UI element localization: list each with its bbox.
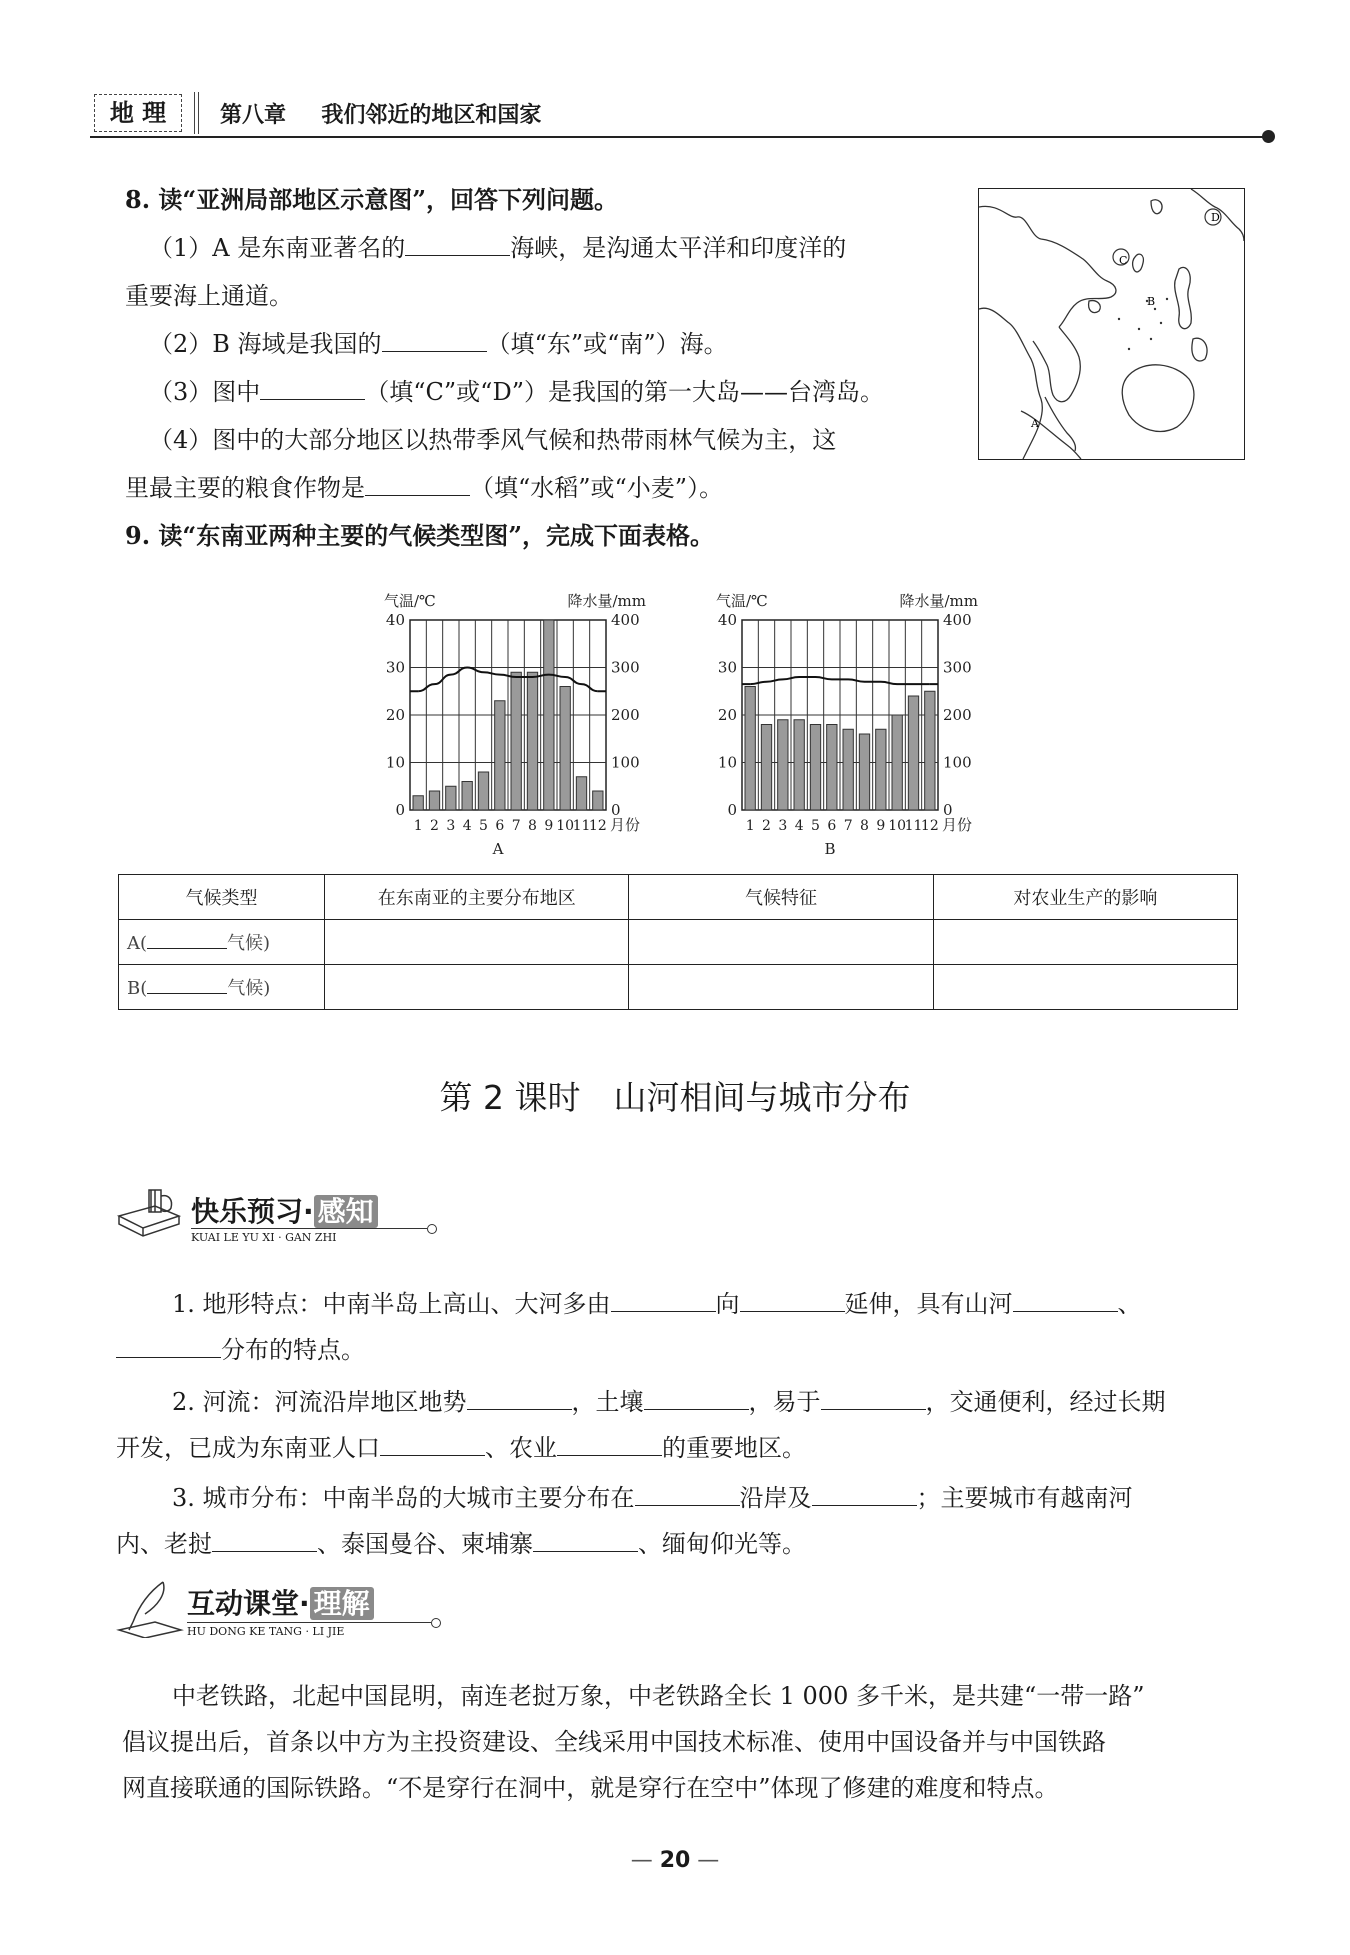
- map-label-d: D: [1211, 211, 1220, 224]
- x-tick-label: 11: [904, 818, 923, 834]
- map-label-c: C: [1119, 254, 1128, 267]
- precip-bar: [778, 720, 788, 810]
- precip-bar: [560, 687, 570, 811]
- x-tick-label: 3: [446, 818, 456, 834]
- table-cell-type-a: A( 气候): [119, 920, 325, 965]
- lesson-title: 第 2 课时 山河相间与城市分布: [439, 1078, 911, 1117]
- right-tick-label: 0: [611, 801, 621, 819]
- precip-bar: [876, 729, 886, 810]
- map-label-b: B: [1147, 295, 1156, 308]
- preview-item-2-cont: 开发，已成为东南亚人口 、农业 的重要地区。: [116, 1428, 806, 1463]
- q8-part2: （2）B 海域是我国的 （填“东”或“南”）海。: [149, 324, 728, 359]
- classroom-passage: [122, 1676, 1252, 1826]
- table-cell-answer[interactable]: [325, 920, 629, 965]
- precip-bar: [544, 620, 554, 810]
- x-tick-label: 12: [588, 818, 607, 834]
- quill-icon: [115, 1580, 185, 1638]
- left-tick-label: 0: [395, 801, 405, 819]
- header: [90, 92, 1280, 138]
- precip-bar: [413, 796, 423, 810]
- left-tick-label: 20: [717, 706, 737, 724]
- x-tick-label: 3: [778, 818, 788, 834]
- q8-part3: （3）图中 （填“C”或“D”）是我国的第一大岛——台湾岛。: [149, 372, 884, 407]
- table-cell-type-b: B( 气候): [119, 965, 325, 1010]
- precip-bar: [478, 772, 488, 810]
- preview-item-1: 1. 地形特点：中南半岛上高山、大河多由 向 延伸，具有山河 、: [172, 1284, 1142, 1319]
- x-axis-label: 月份: [942, 816, 973, 834]
- right-tick-label: 400: [943, 611, 972, 629]
- answer-blank[interactable]: [380, 1431, 485, 1456]
- answer-blank[interactable]: [260, 375, 365, 400]
- precip-bar: [892, 715, 902, 810]
- answer-blank[interactable]: [821, 1385, 926, 1410]
- precip-bar: [810, 725, 820, 811]
- right-tick-label: 0: [943, 801, 953, 819]
- table-cell-answer[interactable]: [629, 920, 933, 965]
- left-axis-label: 气温/℃: [716, 592, 768, 610]
- x-tick-label: 10: [888, 818, 907, 834]
- x-tick-label: 1: [745, 818, 755, 834]
- table-cell-answer[interactable]: [933, 965, 1237, 1010]
- precip-bar: [859, 734, 869, 810]
- climate-chart-b: [712, 584, 1002, 864]
- answer-blank[interactable]: [212, 1527, 317, 1552]
- left-tick-label: 10: [385, 753, 405, 772]
- q8-part1-cont: 重要海上通道。: [125, 282, 293, 310]
- answer-blank[interactable]: [147, 930, 227, 949]
- preview-item-1-cont: 分布的特点。: [116, 1330, 365, 1365]
- x-tick-label: 11: [572, 818, 591, 834]
- right-tick-label: 200: [943, 706, 972, 724]
- subject-label: 地 理: [109, 99, 167, 127]
- climate-chart-a: [380, 584, 670, 864]
- chart-title: A: [492, 840, 504, 858]
- q8-part1: （1）A 是东南亚著名的 海峡，是沟通太平洋和印度洋的: [149, 228, 846, 263]
- x-tick-label: 4: [462, 818, 472, 834]
- precip-bar: [576, 777, 586, 810]
- x-tick-label: 7: [843, 818, 853, 834]
- left-tick-label: 20: [385, 706, 405, 724]
- preview-banner-title: 快乐预习· 感知: [191, 1190, 378, 1230]
- answer-blank[interactable]: [1013, 1287, 1118, 1312]
- x-tick-label: 10: [556, 818, 575, 834]
- preview-items: [116, 1284, 1246, 1584]
- table-row: [119, 920, 1238, 965]
- answer-blank[interactable]: [382, 327, 487, 352]
- x-tick-label: 9: [876, 818, 886, 834]
- table-header-cell: 气候特征: [629, 875, 933, 920]
- q9-title: 9. 读“东南亚两种主要的气候类型图”，完成下面表格。: [125, 521, 715, 550]
- preview-banner-tag: 感知: [314, 1195, 378, 1228]
- classroom-banner: [115, 1580, 445, 1640]
- right-tick-label: 300: [611, 658, 640, 677]
- left-tick-label: 30: [717, 658, 737, 677]
- q8-title: 8. 读“亚洲局部地区示意图”，回答下列问题。: [125, 185, 619, 214]
- table-header-row: [119, 875, 1238, 920]
- left-tick-label: 0: [727, 801, 737, 819]
- x-tick-label: 5: [479, 818, 488, 834]
- precip-bar: [908, 696, 918, 810]
- answer-blank[interactable]: [644, 1385, 749, 1410]
- asia-map: [978, 188, 1245, 460]
- answer-blank[interactable]: [635, 1481, 740, 1506]
- precip-bar: [495, 701, 505, 810]
- banner-end-circle-icon: [431, 1618, 441, 1628]
- classroom-banner-tag: 理解: [310, 1587, 374, 1620]
- x-axis-label: 月份: [610, 816, 641, 834]
- table-header-cell: 气候类型: [119, 875, 325, 920]
- table-cell-answer[interactable]: [933, 920, 1237, 965]
- subject-box: [94, 94, 182, 132]
- books-icon: [115, 1186, 185, 1242]
- map-label-a: A: [1031, 417, 1039, 430]
- preview-banner: [115, 1186, 445, 1246]
- x-tick-label: 1: [413, 818, 423, 834]
- question-8: [125, 180, 965, 510]
- precip-bar: [925, 691, 935, 810]
- answer-blank[interactable]: [812, 1481, 917, 1506]
- page-number: — 20 —: [630, 1848, 720, 1873]
- classroom-banner-pinyin: HU DONG KE TANG · LI JIE: [187, 1622, 431, 1638]
- passage-line: 网直接联通的国际铁路。“不是穿行在洞中，就是穿行在空中”体现了修建的难度和特点。: [122, 1774, 1059, 1802]
- right-tick-label: 200: [611, 706, 640, 724]
- x-tick-label: 8: [860, 818, 869, 834]
- left-tick-label: 10: [717, 753, 737, 772]
- climate-table: [118, 874, 1238, 1010]
- header-dot-icon: [1262, 130, 1275, 143]
- table-header-cell: 对农业生产的影响: [933, 875, 1237, 920]
- answer-blank[interactable]: [147, 975, 227, 994]
- precip-bar: [745, 687, 755, 811]
- answer-blank[interactable]: [557, 1431, 662, 1456]
- precip-bar: [511, 672, 521, 810]
- x-tick-label: 2: [762, 818, 771, 834]
- x-tick-label: 4: [794, 818, 804, 834]
- x-tick-label: 8: [528, 818, 537, 834]
- passage-line: 中老铁路，北起中国昆明，南连老挝万象，中老铁路全长 1 000 多千米，是共建“一带一路”: [172, 1682, 1145, 1710]
- answer-blank[interactable]: [405, 231, 510, 256]
- right-tick-label: 300: [943, 658, 972, 677]
- table-cell-answer[interactable]: [629, 965, 933, 1010]
- precip-bar: [761, 725, 771, 811]
- classroom-banner-title: 互动课堂· 理解: [187, 1582, 374, 1622]
- header-separator: [194, 92, 199, 134]
- precip-bar: [827, 725, 837, 811]
- precip-bar: [527, 672, 537, 810]
- table-row: [119, 965, 1238, 1010]
- answer-blank[interactable]: [467, 1385, 572, 1410]
- x-tick-label: 9: [544, 818, 554, 834]
- table-header-cell: 在东南亚的主要分布地区: [325, 875, 629, 920]
- preview-banner-pinyin: KUAI LE YU XI · GAN ZHI: [191, 1228, 427, 1244]
- chapter-heading: [220, 98, 541, 129]
- answer-blank[interactable]: [116, 1333, 221, 1358]
- right-tick-label: 400: [611, 611, 640, 629]
- passage-line: 倡议提出后，首条以中方为主投资建设、全线采用中国技术标准、使用中国设备并与中国铁路: [122, 1728, 1106, 1756]
- answer-blank[interactable]: [611, 1287, 716, 1312]
- precip-bar: [446, 786, 456, 810]
- precip-bar: [593, 791, 603, 810]
- precip-bar: [794, 720, 804, 810]
- x-tick-label: 6: [495, 818, 505, 834]
- chart-title: B: [824, 840, 836, 858]
- right-tick-label: 100: [943, 753, 972, 772]
- x-tick-label: 7: [511, 818, 521, 834]
- q8-part4: （4）图中的大部分地区以热带季风气候和热带雨林气候为主，这: [149, 426, 837, 454]
- x-tick-label: 12: [920, 818, 939, 834]
- q8-part4-cont: 里最主要的粮食作物是 （填“水稻”或“小麦”）。: [125, 468, 723, 503]
- answer-blank[interactable]: [740, 1287, 845, 1312]
- preview-item-3: 3. 城市分布：中南半岛的大城市主要分布在 沿岸及 ；主要城市有越南河: [172, 1478, 1133, 1513]
- left-tick-label: 30: [385, 658, 405, 677]
- right-axis-label: 降水量/mm: [899, 592, 978, 610]
- chapter-number: 第八章: [220, 102, 287, 128]
- answer-blank[interactable]: [365, 471, 470, 496]
- left-tick-label: 40: [717, 611, 737, 629]
- right-tick-label: 100: [611, 753, 640, 772]
- right-axis-label: 降水量/mm: [567, 592, 646, 610]
- chapter-title: 我们邻近的地区和国家: [321, 102, 542, 128]
- banner-end-circle-icon: [427, 1224, 437, 1234]
- left-axis-label: 气温/℃: [384, 592, 436, 610]
- map-figure: [979, 189, 1244, 459]
- precip-bar: [462, 782, 472, 811]
- precip-bar: [429, 791, 439, 810]
- answer-blank[interactable]: [533, 1527, 638, 1552]
- preview-item-2: 2. 河流：河流沿岸地区地势 ，土壤 ，易于 ，交通便利，经过长期: [172, 1382, 1166, 1417]
- header-rule: [90, 136, 1266, 138]
- table-cell-answer[interactable]: [325, 965, 629, 1010]
- left-tick-label: 40: [385, 611, 405, 629]
- x-tick-label: 5: [811, 818, 820, 834]
- precip-bar: [843, 729, 853, 810]
- preview-item-3-cont: 内、老挝 、泰国曼谷、柬埔寨 、缅甸仰光等。: [116, 1524, 806, 1559]
- x-tick-label: 2: [430, 818, 439, 834]
- x-tick-label: 6: [827, 818, 837, 834]
